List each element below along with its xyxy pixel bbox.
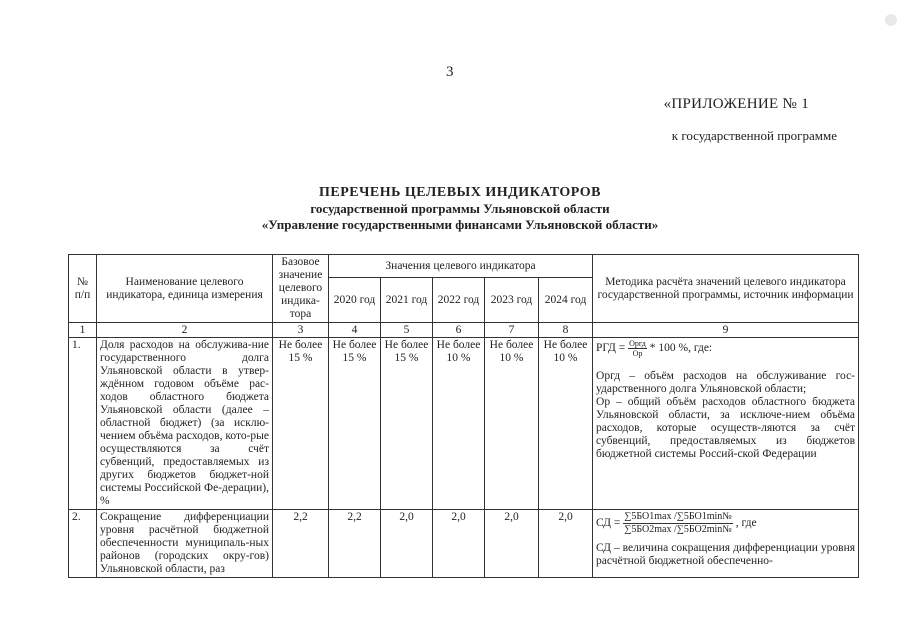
indicators-table [68,254,859,578]
column-number: 1 [69,323,97,338]
scan-dot [885,14,897,26]
fraction-numerator: ∑5БО1max /∑5БО1min№ [624,511,732,522]
formula-lhs: РГД = [596,342,626,355]
document-heading [100,185,820,233]
column-number: 8 [539,323,593,338]
formula [596,511,855,536]
definition: Ор – общий объём расходов областного бюджета Ульяновской области, за исключе-нием объёма расходов, которые осуществ-ляются за счёт субвенций, предоставляемых из бюджетов бюджетной системы Россий-ской Федерации [596,396,856,460]
column-number: 5 [381,323,433,338]
table-row [69,338,859,510]
year-value: 2,2 [329,510,381,578]
fraction-numerator: Оргд [629,339,646,348]
formula-fraction [628,339,647,358]
appendix-subtitle: к государственной программе [671,128,837,143]
indicator-name: Сокращение дифференциации уровня расчётной бюджетной обеспеченности муниципаль-ных районов (городских окру-гов) Ульяновской области, раз [97,510,273,578]
year-value: Не более 15 % [381,338,433,510]
year-value: 2,0 [381,510,433,578]
column-number: 9 [593,323,859,338]
year-value: 2,0 [433,510,485,578]
header-values-group: Значения целевого индикатора [329,255,593,278]
column-number-row [69,323,859,338]
base-value: Не более 15 % [273,338,329,510]
fraction-denominator: ∑5БО2max /∑5БО2min№ [624,524,732,535]
column-number: 2 [97,323,273,338]
column-number: 6 [433,323,485,338]
header-num: № п/п [69,255,97,323]
row-num: 2. [69,510,97,578]
header-year: 2020 год [329,278,381,323]
formula-lhs: СД = [596,517,621,530]
formula [596,339,855,358]
formula-fraction [623,511,733,536]
year-value: 2,0 [485,510,539,578]
header-row-1 [69,255,859,278]
table-row [69,510,859,578]
header-year: 2024 год [539,278,593,323]
year-value: 2,0 [539,510,593,578]
column-number: 7 [485,323,539,338]
year-value: Не более 15 % [329,338,381,510]
header-base: Базовое значение целевого индика-тора [273,255,329,323]
fraction-denominator: Ор [632,349,643,358]
heading-line-1: ПЕРЕЧЕНЬ ЦЕЛЕВЫХ ИНДИКАТОРОВ [319,185,601,200]
appendix-title: «ПРИЛОЖЕНИЕ № 1 [663,96,809,112]
header-method: Методика расчёта значений целевого индикатора государственной программы, источник информации [593,255,859,323]
definition: СД – величина сокращения дифференциации уровня расчётной бюджетной обеспеченно- [596,542,856,567]
row-num: 1. [69,338,97,510]
year-value: Не более 10 % [485,338,539,510]
page-number: 3 [446,64,454,80]
header-year: 2022 год [433,278,485,323]
calculation-method [593,510,859,578]
formula-rhs: , где [735,517,757,530]
calculation-method [593,338,859,510]
header-year: 2023 год [485,278,539,323]
heading-line-3: «Управление государственными финансами Ульяновской области» [261,217,659,232]
header-name: Наименование целевого индикатора, единица измерения [97,255,273,323]
column-number: 4 [329,323,381,338]
heading-line-2: государственной программы Ульяновской области [310,201,610,216]
indicator-name: Доля расходов на обслужива-ние государственного долга Ульяновской области в утвер-ждённом годовом объёме рас-ходов областного бюджета Ульяновской области (далее – областной бюджет) (за исклю-чением объёма расходов, кото-рые осуществляются за счёт субвенций, предоставляемых из других бюджетов бюджет-ной системы Российской Фе-дерации), % [97,338,273,510]
column-number: 3 [273,323,329,338]
year-value: Не более 10 % [539,338,593,510]
header-year: 2021 год [381,278,433,323]
definition: Оргд – объём расходов на обслуживание гос-ударственного долга Ульяновской области; [596,370,856,395]
base-value: 2,2 [273,510,329,578]
formula-rhs: * 100 %, где: [649,342,713,355]
year-value: Не более 10 % [433,338,485,510]
